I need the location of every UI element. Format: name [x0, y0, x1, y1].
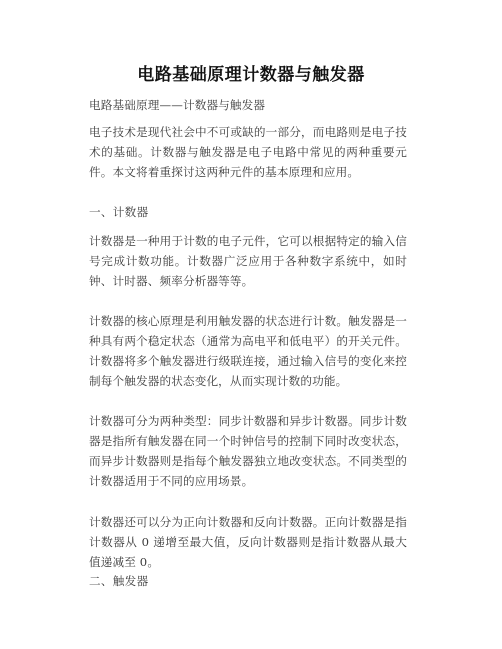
document-title: 电路基础原理计数器与触发器 — [137, 65, 365, 85]
counter-paragraph-3: 计数器可分为两种类型：同步计数器和异步计数器。同步计数器是指所有触发器在同一个时钟信号的控制下同时改变状态，而异步计数器则是指每个触发器独立地改变状态。不同类型的计数器适用于不同的应用场景。 — [89, 414, 407, 488]
intro-paragraph: 电子技术是现代社会中不可或缺的一部分，而电路则是电子技术的基础。计数器与触发器是电子电路中常见的两种重要元件。本文将着重探讨这两种元件的基本原理和应用。 — [89, 125, 407, 179]
counter-paragraph-1: 计数器是一种用于计数的电子元件，它可以根据特定的输入信号完成计数功能。计数器广泛应用于各种数字系统中，如时钟、计时器、频率分析器等等。 — [89, 234, 407, 288]
section-heading-counter: 一、计数器 — [89, 205, 149, 219]
section-heading-flipflop: 二、触发器 — [89, 574, 149, 588]
counter-paragraph-4: 计数器还可以分为正向计数器和反向计数器。正向计数器是指计数器从 0 递增至最大值，反向计数器则是指计数器从最大值递减至 0。 — [89, 515, 407, 569]
counter-paragraph-2: 计数器的核心原理是利用触发器的状态进行计数。触发器是一种具有两个稳定状态（通常为高电平和低电平）的开关元件。计数器将多个触发器进行级联连接，通过输入信号的变化来控制每个触发器的状态变化，从而实现计数的功能。 — [89, 314, 407, 388]
document-subtitle: 电路基础原理——计数器与触发器 — [89, 98, 266, 112]
